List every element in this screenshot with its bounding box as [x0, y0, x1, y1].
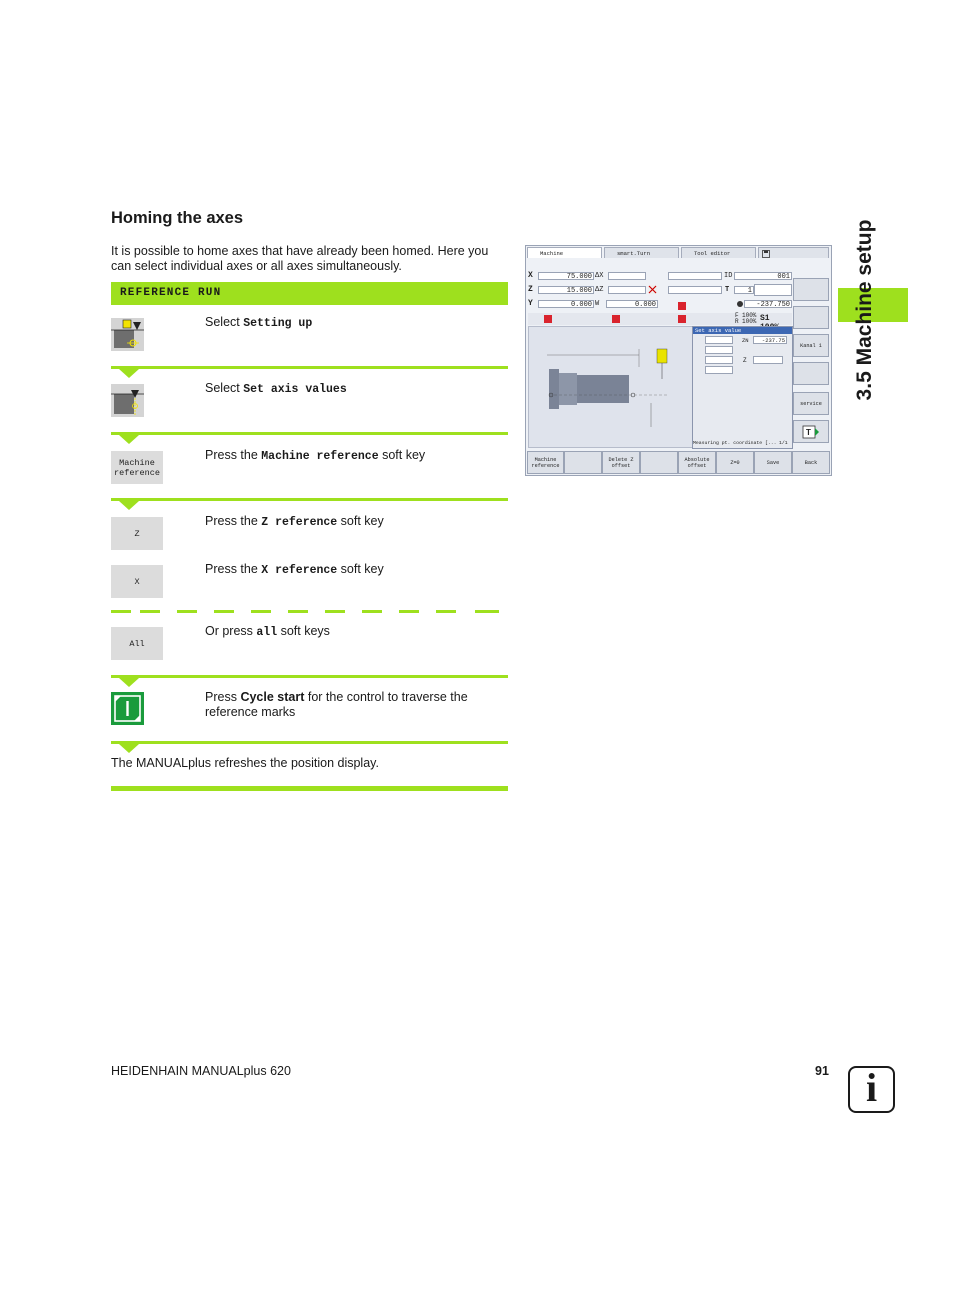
- softkey-empty[interactable]: [640, 451, 678, 474]
- feed-f-label: F: [735, 312, 739, 319]
- setting-up-icon: [111, 318, 144, 351]
- vertical-softkey-tool[interactable]: [793, 420, 829, 443]
- step-5-text: Press the X reference soft key: [205, 562, 384, 577]
- feed-pct-2: 100%: [742, 318, 757, 325]
- cycle-start-icon[interactable]: [111, 692, 144, 725]
- step-arrow: [119, 678, 139, 687]
- set-axis-values-icon: [111, 384, 144, 417]
- set-axis-value-dialog: [692, 326, 793, 449]
- all-softkey[interactable]: All: [111, 627, 163, 660]
- id-value: 001: [734, 272, 792, 280]
- dialog-field: [705, 336, 733, 344]
- dialog-field: [705, 346, 733, 354]
- intro-paragraph: It is possible to home axes that have already been homed. Here you can select individual axes or all axes simultaneously.: [111, 244, 489, 273]
- x-reference-softkey[interactable]: X: [111, 565, 163, 598]
- procedure-end-rule: [111, 786, 508, 791]
- vertical-softkey-2[interactable]: [793, 306, 829, 329]
- step-arrow: [119, 435, 139, 444]
- softkey-machine-reference[interactable]: Machine reference: [527, 451, 564, 474]
- step-divider: [111, 498, 508, 501]
- softkey-absolute-offset[interactable]: Absolute offset: [678, 451, 716, 474]
- angle-value: -237.750: [744, 300, 792, 308]
- vertical-softkey-service[interactable]: service: [793, 392, 829, 415]
- softkey-empty[interactable]: [564, 451, 602, 474]
- svg-text:T: T: [806, 427, 811, 437]
- softkey-z-zero[interactable]: Z=0: [716, 451, 754, 474]
- spindle-label: S1: [760, 314, 770, 323]
- procedure-header-label: REFERENCE RUN: [120, 287, 222, 299]
- tab-machine[interactable]: Machine: [527, 247, 602, 258]
- dialog-field: [705, 356, 733, 364]
- dialog-field: [705, 366, 733, 374]
- c2-value-box: [668, 286, 722, 294]
- chapter-side-title: 3.5 Machine setup: [853, 219, 876, 401]
- feed-r-label: R: [735, 318, 739, 325]
- vertical-softkey-4[interactable]: [793, 362, 829, 385]
- spindle-icon: [736, 300, 744, 308]
- z-reference-softkey[interactable]: Z: [111, 517, 163, 550]
- step-divider: [111, 675, 508, 678]
- disk-icon: [762, 250, 770, 258]
- stop-icon: [544, 315, 552, 323]
- simulation-graphic: [528, 326, 693, 448]
- step-1-text: Select Setting up: [205, 315, 313, 330]
- step-3-text: Press the Machine reference soft key: [205, 448, 426, 463]
- stop-icon: [612, 315, 620, 323]
- tool-table-icon: [802, 425, 820, 439]
- step-6-text: Or press all soft keys: [205, 624, 330, 639]
- step-4-text: Press the Z reference soft key: [205, 514, 384, 529]
- result-text: The MANUALplus refreshes the position display.: [111, 756, 379, 770]
- step-7-text: Press Cycle start for the control to traverse the reference marks: [205, 690, 468, 719]
- tab-save[interactable]: [758, 247, 829, 258]
- step-arrow: [119, 369, 139, 378]
- vertical-softkey-1[interactable]: [793, 278, 829, 301]
- info-icon: i: [848, 1066, 895, 1113]
- dialog-footer: Measuring pt. coordinate [...: [693, 441, 777, 446]
- dialog-zn-value: -237.75: [753, 336, 787, 344]
- c-value-box: [668, 272, 722, 280]
- tab-smart-turn[interactable]: smart.Turn: [604, 247, 679, 258]
- softkey-delete-z-offset[interactable]: Delete Z offset: [602, 451, 640, 474]
- tool-value: 1: [734, 286, 754, 294]
- section-title: Homing the axes: [111, 209, 244, 227]
- dialog-zn-label: ZN: [742, 337, 749, 344]
- page-number: 91: [815, 1064, 829, 1078]
- stop-icon: [678, 315, 686, 323]
- step-arrow: [119, 744, 139, 753]
- step-divider: [111, 741, 508, 744]
- procedure-header: [111, 282, 508, 305]
- step-divider: [111, 366, 508, 369]
- tool-offsets: [754, 284, 792, 296]
- machine-reference-softkey[interactable]: Machine reference: [111, 451, 163, 484]
- footer-product-name: HEIDENHAIN MANUALplus 620: [111, 1064, 291, 1078]
- step-2-text: Select Set axis values: [205, 381, 347, 396]
- step-divider: [111, 432, 508, 435]
- feed-pct-1: 100%: [742, 312, 757, 319]
- id-label: ID: [724, 272, 733, 280]
- stop-icon: [678, 302, 686, 310]
- tab-tool-editor[interactable]: Tool editor: [681, 247, 756, 258]
- hmi-screenshot: Machine smart.Turn Tool editor X 75.000 ΔX Z 15.000 ΔZ Y 0.000 W 0.000 ID 001 T 1 -237.750 F R 100% 100% S1 Set axis value ZN -237.75 Z Measuring pt. coordinate [... 1/1 Kanal 1 service T Machine reference Delete Z offset Absolute offset Z=0 Save Back: [525, 245, 832, 476]
- step-arrow: [119, 501, 139, 510]
- softkey-back[interactable]: Back: [792, 451, 830, 474]
- status-row: [528, 313, 792, 325]
- softkey-save[interactable]: Save: [754, 451, 792, 474]
- vertical-softkey-kanal[interactable]: Kanal 1: [793, 334, 829, 357]
- tool-warning-icon: [648, 285, 657, 294]
- dialog-z-label: Z: [743, 357, 747, 364]
- dialog-page: 1/1: [779, 441, 788, 446]
- dialog-z-input[interactable]: [753, 356, 783, 364]
- dialog-title: Set axis value: [693, 327, 792, 334]
- tool-label: T: [725, 286, 730, 294]
